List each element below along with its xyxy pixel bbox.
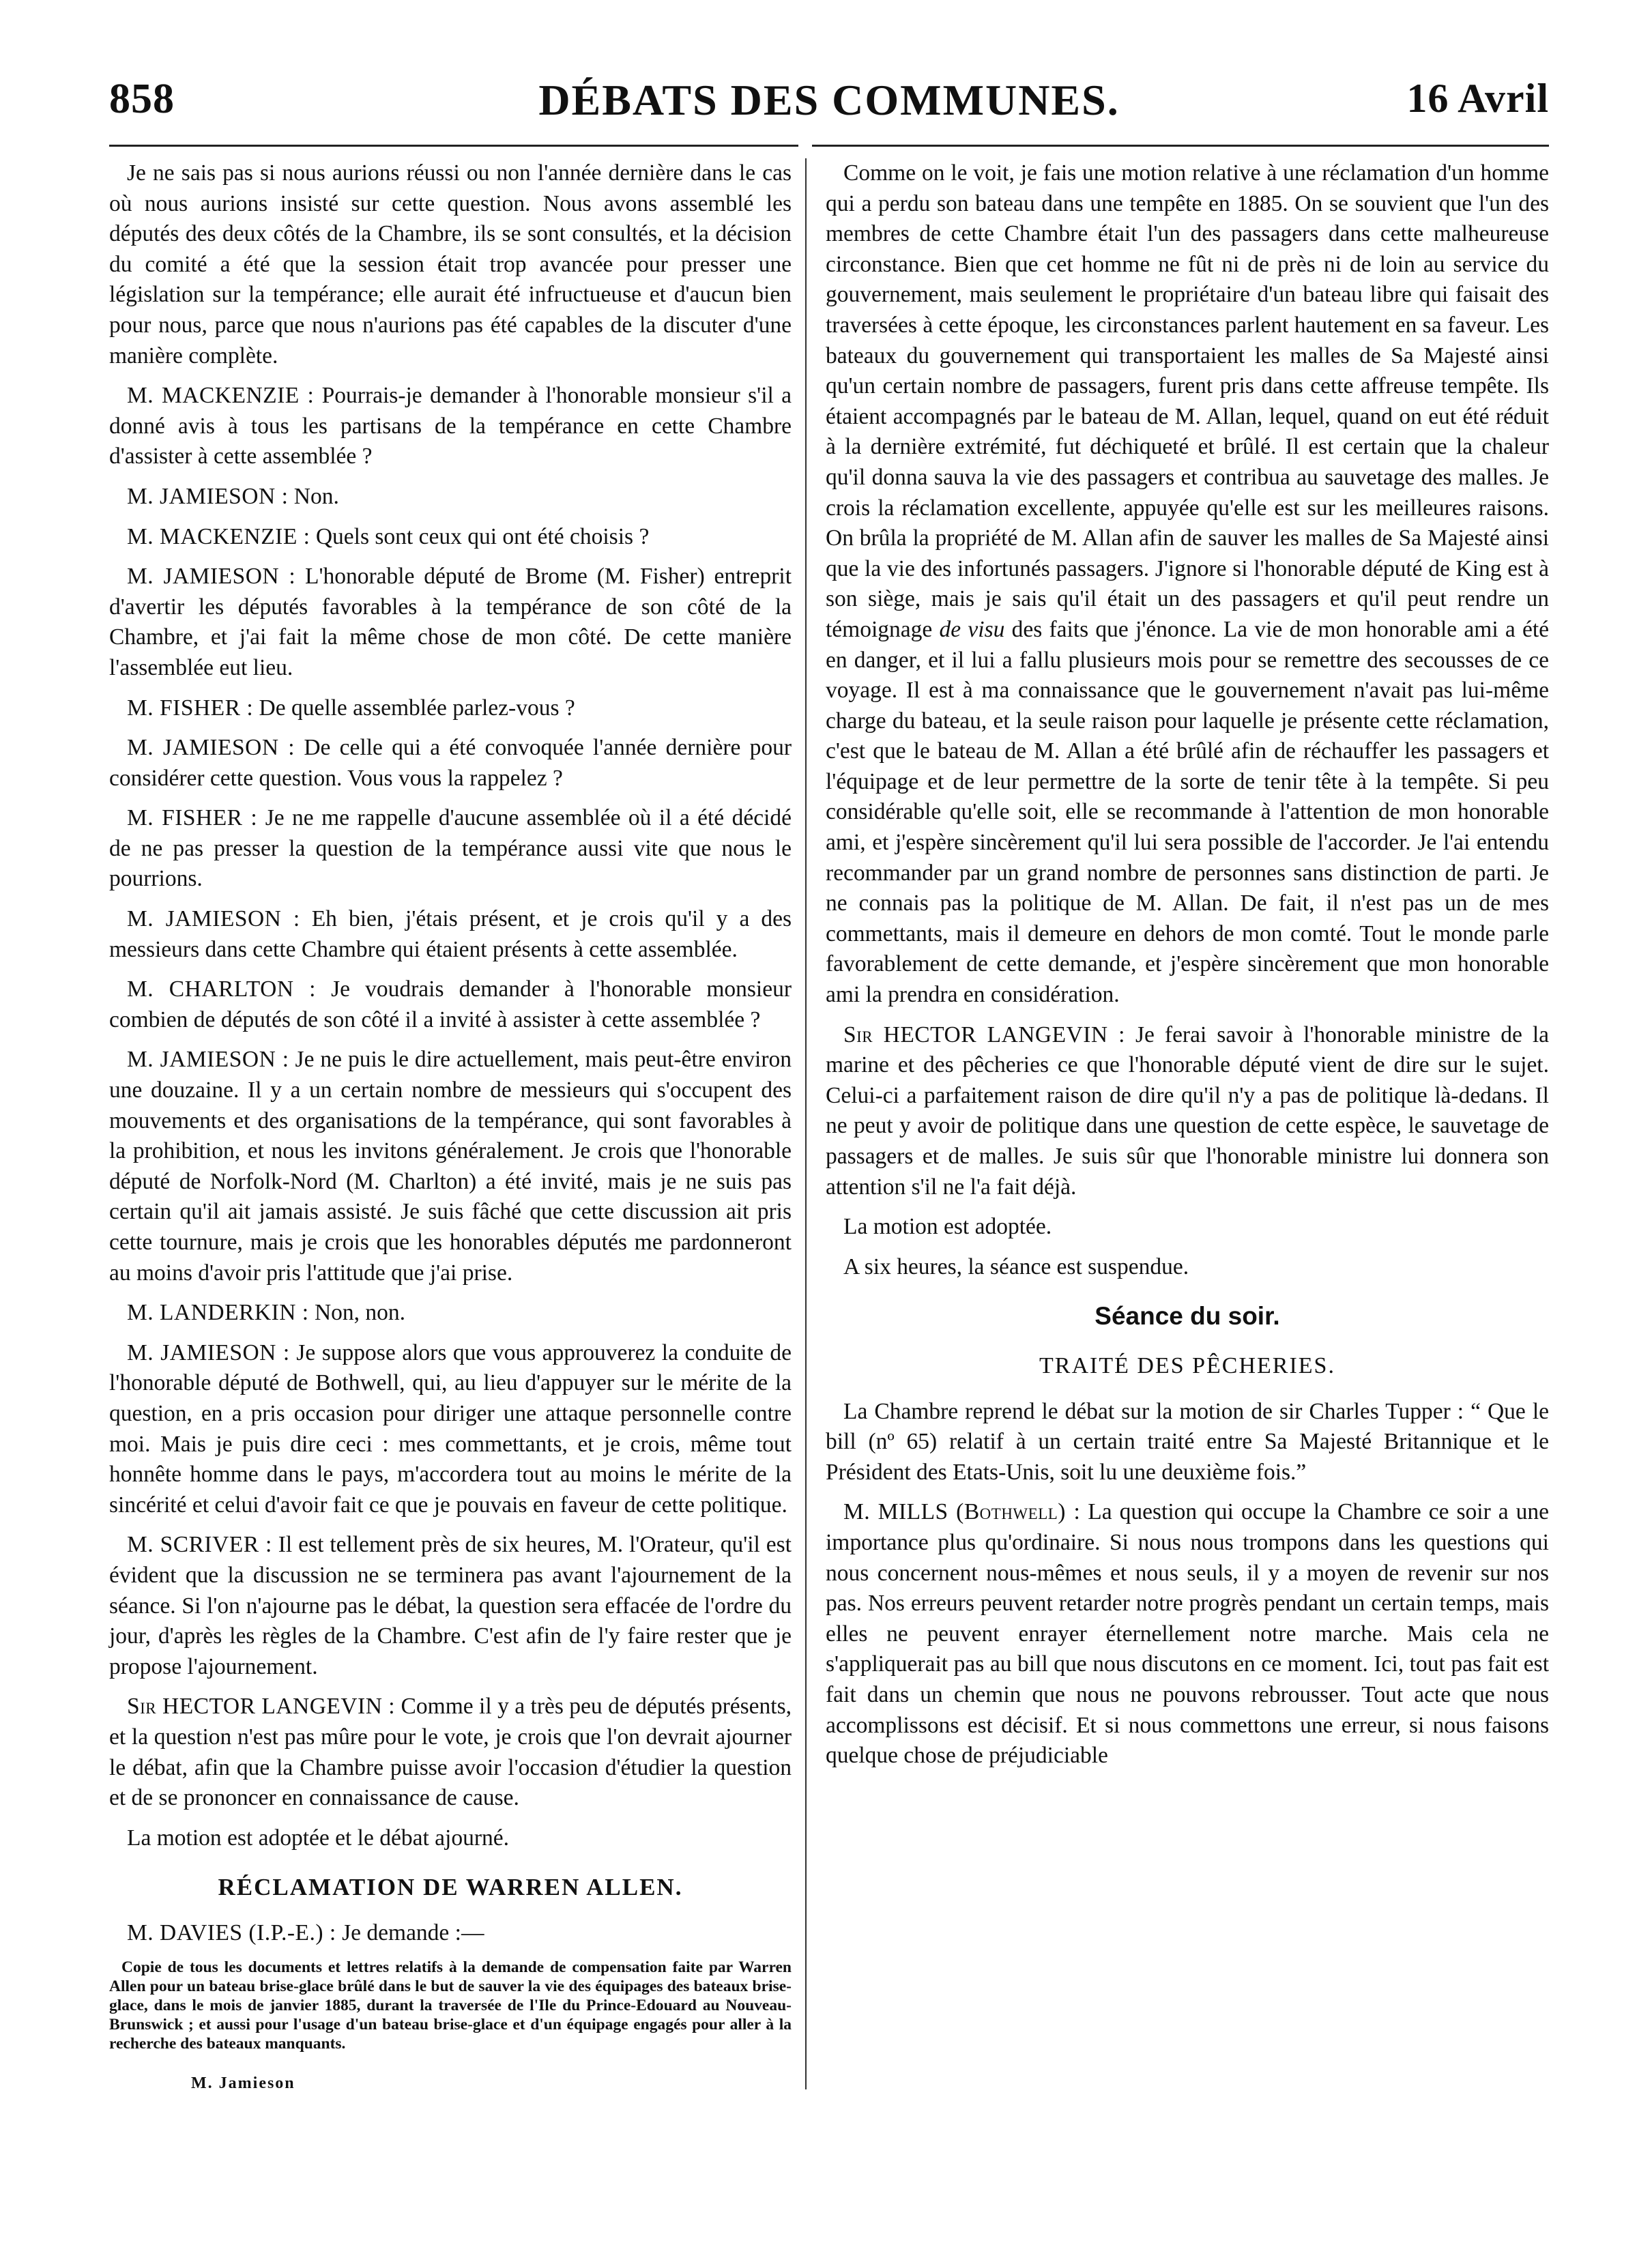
speaker: M. SCRIVER : bbox=[127, 1532, 272, 1558]
speaker: M. FISHER : bbox=[127, 695, 254, 721]
paragraph: M. SCRIVER : Il est tellement près de six heures, M. l'Orateur, qu'il est évident que la discussion ne se terminera pas avant l'ajournement de la séance. Si l'on n'ajourne pas le débat, la question sera effacée de l'ordre du jour, d'après les règles de la Chambre. C'est afin de l'y faire rester que je propose l'ajournement. bbox=[109, 1532, 792, 1679]
left-column bbox=[109, 158, 792, 2099]
speaker: M. FISHER : bbox=[127, 805, 258, 831]
paragraph: M. DAVIES (I.P.-E.) : Je demande :— bbox=[127, 1920, 484, 1945]
section-heading-reclamation: RÉCLAMATION DE WARREN ALLEN. bbox=[218, 1874, 683, 1901]
speaker: Sir HECTOR LANGEVIN : bbox=[127, 1694, 396, 1720]
header-rule-right bbox=[812, 145, 1549, 147]
speaker: M. JAMIESON : bbox=[127, 1047, 289, 1073]
speaker: M. MACKENZIE : bbox=[127, 523, 310, 549]
speaker: M. DAVIES (I.P.-E.) : bbox=[127, 1920, 336, 1945]
paragraph: M. MILLS (Bothwell) : La question qui occupe la Chambre ce soir a une importance plus qu'ordinaire. Si nous nous trompons dans les questions qui nous concernent nous-mêmes et nous seuls, il y a moyen de revenir sur nos pas. Nos erreurs peuvent retarder notre progrès pendant un certain temps, mais elles ne peuvent enrayer éternellement notre marche. Mais cela ne s'appliquerait pas au bill que nous discutons en ce moment. Ici, tout pas fait est fait dans un chemin que nous ne pouvons rebrousser. Tout acte que nous accomplissons est décisif. Et si nous commettons une erreur, si nous faisons quelque chose de préjudiciable bbox=[826, 1499, 1550, 1769]
paragraph: M. JAMIESON : Non. bbox=[127, 483, 339, 509]
page-date: 16 Avril bbox=[1406, 76, 1549, 121]
page-header bbox=[109, 75, 1549, 136]
paragraph: M. CHARLTON : Je voudrais demander à l'honorable monsieur combien de députés de son côté il a invité à assister à cette assemblée ? bbox=[109, 976, 792, 1032]
speaker: M. JAMIESON : bbox=[127, 1339, 290, 1365]
header-rule-left bbox=[109, 145, 798, 147]
speaker: M. MILLS (Bothwell) : bbox=[843, 1499, 1081, 1525]
paragraph: Comme on le voit, je fais une motion relative à une réclamation d'un homme qui a perdu son bateau dans une tempête en 1885. On se souvient que l'un des membres de cette Chambre était l'un des passagers dans cette malheureuse circonstance. Bien que cet homme ne fût ni de près ni de loin au service du gouvernement, mais seulement le propriétaire d'un bateau libre qui faisait des traversées à cette époque, les circonstances parlent hautement en sa faveur. Les bateaux du gouvernement qui transportaient les malles de Sa Majesté ainsi qu'un certain nombre de passagers, furent pris dans cette affreuse tempête. Ils étaient accompagnés par le bateau de M. Allan, lequel, quand on eut été réduit à la dernière extrémité, fut déchiqueté et brûlé. Il est certain que la chaleur qu'il donna sauva la vie des passagers et contribua au sauvetage des malles. Je crois la réclamation excellente, appuyée qu'elle est sur les meilleures raisons. On brûla la propriété de M. Allan afin de sauver les malles de Sa Majesté ainsi que la vie des infortunés passagers. J'ignore si l'honorable député de King est à son siège, mais je sais qu'il était un des passagers et qu'il peut rendre un témoignage de visu des faits que j'énonce. La vie de mon honorable ami a été en danger, et il lui a fallu plusieurs mois pour se remettre des secousses de ce voyage. Il est à ma connaissance que le gouvernement n'avait pas lui-même charge du bateau, et la seule raison pour laquelle je présente cette réclamation, c'est que le bateau de M. Allan a été brûlé afin de réchauffer les passagers et l'équipage et de leur permettre de la sorte de tenir tête à la tempête. Si peu considérable qu'elle soit, elle se recommande à l'attention de mon honorable ami, et j'espère sincèrement qu'il lui sera possible de l'accorder. Je l'ai entendu recommander par un grand nombre de personnes sans distinction de parti. Je ne connais pas la politique de M. Allan. De fait, il n'est pas un de mes commettants, mais il demeure en dehors de mon comté. Tout le monde parle favorablement de cette demande, et j'espère sincèrement que mon honorable ami la prendra en considération. bbox=[826, 160, 1550, 1008]
paragraph: M. MACKENZIE : Pourrais-je demander à l'honorable monsieur s'il a donné avis à tous les partisans de la tempérance en cette Chambre d'assister à cette assemblée ? bbox=[109, 383, 792, 469]
paragraph: La motion est adoptée et le débat ajourné. bbox=[127, 1825, 509, 1851]
paragraph: M. JAMIESON : L'honorable député de Brome (M. Fisher) entreprit d'avertir les députés favorables à la tempérance de son côté de la Chambre, et j'ai fait la même chose de mon côté. De cette manière l'assemblée eut lieu. bbox=[109, 564, 792, 680]
speaker: M. CHARLTON : bbox=[127, 976, 316, 1002]
paragraph: Sir HECTOR LANGEVIN : Comme il y a très peu de députés présents, et la question n'est pas mûre pour le vote, je crois que l'on devrait ajourner le débat, afin que la Chambre puisse avoir l'occasion d'étudier la question et de se prononcer en connaissance de cause. bbox=[109, 1694, 792, 1811]
page-number: 858 bbox=[109, 76, 175, 122]
paragraph: La motion est adoptée. bbox=[843, 1214, 1052, 1240]
speaker: M. LANDERKIN : bbox=[127, 1300, 309, 1326]
paragraph: M. JAMIESON : De celle qui a été convoquée l'année dernière pour considérer cette question. Vous vous la rappelez ? bbox=[109, 735, 792, 791]
page-title: DÉBATS DES COMMUNES. bbox=[538, 76, 1120, 124]
paragraph: M. MACKENZIE : Quels sont ceux qui ont été choisis ? bbox=[127, 523, 650, 549]
speaker: M. MACKENZIE : bbox=[127, 383, 315, 409]
paragraph: M. JAMIESON : Je ne puis le dire actuellement, mais peut-être environ une douzaine. Il y a un certain nombre de messieurs qui s'occupent des mouvements et des organisations de la tempérance, qui sont favorables à la prohibition, et nous les invitons généralement. Je crois que l'honorable député de Norfolk-Nord (M. Charlton) a été invité, mais je ne suis pas certain qu'il ait jamais assisté. Je suis fâché que cette discussion ait pris cette tournure, mais je crois que les honorables députés me pardonneront au moins d'avoir pris l'attitude que j'ai prise. bbox=[109, 1047, 792, 1286]
italic-phrase: de visu bbox=[939, 616, 1005, 642]
section-heading-traite: TRAITÉ DES PÊCHERIES. bbox=[1039, 1352, 1335, 1378]
paragraph: M. JAMIESON : Je suppose alors que vous approuverez la conduite de l'honorable député de Bothwell, qui, au lieu d'appuyer sur le mérite de la question, en a pris occasion pour diriger une attaque personnelle contre moi. Mais je puis dire ceci : mes commettants, et je crois, même tout honnête homme dans le pays, m'accordera tout au moins le mérite de la sincérité et celui d'avoir fait ce que je pouvais en faveur de cette politique. bbox=[109, 1339, 792, 1518]
paragraph: M. LANDERKIN : Non, non. bbox=[127, 1300, 406, 1326]
right-column bbox=[826, 158, 1549, 1781]
speaker: M. JAMIESON : bbox=[127, 564, 296, 590]
paragraph: La Chambre reprend le débat sur la motion de sir Charles Tupper : “ Que le bill (nº 65) relatif à un certain traité entre Sa Majesté Britannique et le Président des Etats-Unis, soit lu une deuxième fois.” bbox=[826, 1398, 1549, 1485]
speaker: M. JAMIESON : bbox=[127, 906, 300, 932]
paragraph: M. FISHER : De quelle assemblée parlez-vous ? bbox=[127, 695, 575, 721]
signature: M. Jamieson bbox=[191, 2074, 295, 2093]
speaker: Sir HECTOR LANGEVIN : bbox=[843, 1022, 1125, 1047]
paragraph: Je ne sais pas si nous aurions réussi ou non l'année dernière dans le cas où nous aurions insisté sur cette question. Nous avons assemblé les députés des deux côtés de la Chambre, ils se sont consultés, et la décision du comité a été que la session était trop avancée pour presser une législation sur la tempérance; elle aurait été infructueuse et d'aucun bien pour nous, parce que nous n'aurions pas été capables de la discuter d'une manière complète. bbox=[109, 160, 792, 368]
paragraph: M. JAMIESON : Eh bien, j'étais présent, et je crois qu'il y a des messieurs dans cette Chambre qui étaient présents à cette assemblée. bbox=[109, 906, 792, 962]
paragraph: Sir HECTOR LANGEVIN : Je ferai savoir à l'honorable ministre de la marine et des pêcheries ce que l'honorable député vient de dire sur le sujet. Celui-ci a parfaitement raison de dire qu'il n'y a pas de politique là-dedans. Il ne peut y avoir de politique dans une question de cette espèce, le sauvetage de passagers et de malles. Je suis sûr que l'honorable ministre lui donnera son attention s'il ne l'a fait déjà. bbox=[826, 1022, 1550, 1200]
paragraph: M. FISHER : Je ne me rappelle d'aucune assemblée où il a été décidé de ne pas presser la question de la tempérance aussi vite que nous le pourrions. bbox=[109, 805, 792, 892]
speaker: M. JAMIESON : bbox=[127, 735, 295, 761]
section-heading-seance: Séance du soir. bbox=[1095, 1302, 1280, 1331]
speaker: M. JAMIESON : bbox=[127, 483, 289, 509]
motion-text: Copie de tous les documents et lettres relatifs à la demande de compensation faite par Warren Allen pour un bateau brise-glace brûlé dans le but de sauver la vie des équipages des bateaux brise-glace, dans le mois de janvier 1885, durant la traversée de l'Ile du Prince-Edouard au Nouveau-Brunswick ; et aussi pour l'usage d'un bateau brise-glace et d'un équipage engagés pour aller à la recherche des bateaux manquants. bbox=[109, 1958, 792, 2053]
column-divider bbox=[805, 158, 807, 2089]
paragraph: A six heures, la séance est suspendue. bbox=[843, 1254, 1189, 1279]
